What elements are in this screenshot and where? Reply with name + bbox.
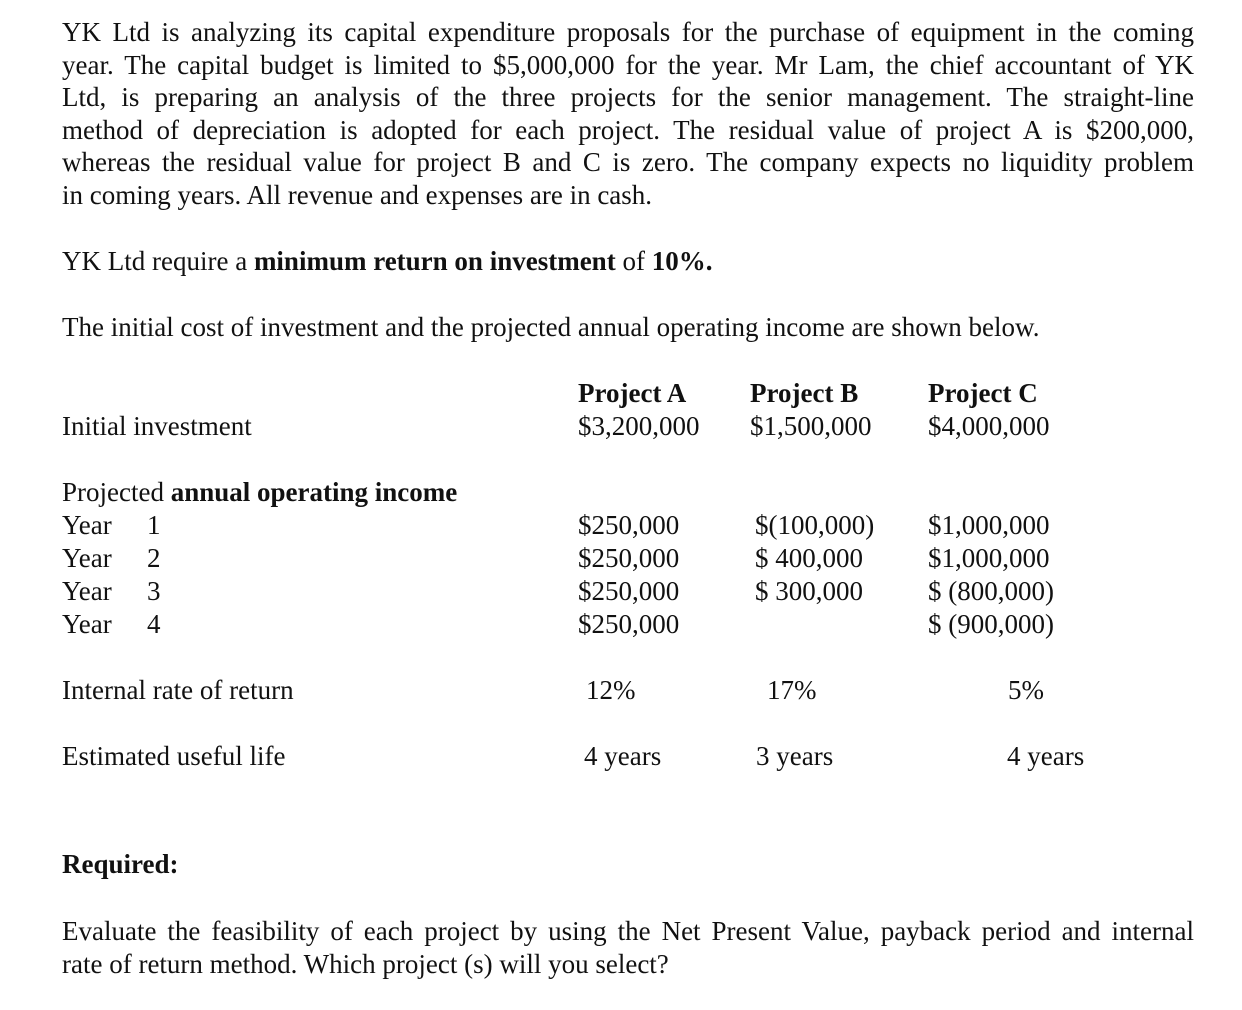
useful-life-a: 4 years — [584, 741, 662, 771]
initial-investment-label: Initial investment — [62, 411, 252, 441]
irr-c: 5% — [1008, 675, 1044, 705]
useful-life-c: 4 years — [1007, 741, 1085, 771]
year-label: Year — [62, 543, 112, 573]
irr-a: 12% — [586, 675, 636, 705]
required-line: rate of return method. Which project (s) will you select? — [62, 948, 669, 979]
intro-paragraph — [62, 16, 1194, 212]
header-project-b: Project B — [750, 378, 859, 408]
year-value-c: $1,000,000 — [928, 543, 1050, 573]
income-heading — [62, 476, 457, 509]
year-value-c: $ (800,000) — [928, 576, 1054, 606]
income-heading-prefix: Projected — [62, 477, 171, 507]
requirement-bold: minimum return on investment — [253, 246, 616, 276]
year-number: 3 — [147, 576, 161, 606]
year-number: 4 — [147, 609, 161, 639]
year-value-b: $(100,000) — [755, 510, 875, 540]
irr-b: 17% — [767, 675, 817, 705]
year-value-c: $1,000,000 — [928, 510, 1050, 540]
requirement-prefix: YK Ltd require a — [62, 246, 254, 276]
year-label: Year — [62, 510, 112, 540]
year-value-b: $ 400,000 — [755, 543, 863, 573]
year-number: 1 — [147, 510, 161, 540]
minimum-return-statement — [62, 245, 712, 278]
income-heading-bold: annual operating income — [170, 477, 458, 507]
year-label: Year — [62, 609, 112, 639]
initial-investment-c: $4,000,000 — [928, 411, 1050, 441]
year-label: Year — [62, 576, 112, 606]
requirement-middle: of — [615, 246, 652, 276]
intro-line: whereas the residual value for project B and C is zero. The company expects no liquidity problem — [62, 147, 1194, 178]
year-value-c: $ (900,000) — [928, 609, 1054, 639]
useful-life-b: 3 years — [756, 741, 834, 771]
irr-label: Internal rate of return — [62, 675, 294, 705]
intro-line: year. The capital budget is limited to $5,000,000 for the year. Mr Lam, the chief accountant of YK — [62, 49, 1194, 80]
year-value-b: $ 300,000 — [755, 576, 863, 606]
required-line: Evaluate the feasibility of each project by using the Net Present Value, payback period and internal — [62, 916, 1194, 946]
year-value-a: $250,000 — [578, 609, 680, 639]
year-number: 2 — [147, 543, 161, 573]
year-value-a: $250,000 — [578, 510, 680, 540]
table-intro: The initial cost of investment and the projected annual operating income are shown below. — [62, 312, 1040, 342]
required-paragraph — [62, 915, 1194, 980]
initial-investment-a: $3,200,000 — [578, 411, 700, 441]
intro-line: method of depreciation is adopted for each project. The residual value of project A is $200,000, — [62, 114, 1194, 145]
year-value-a: $250,000 — [578, 576, 680, 606]
year-value-a: $250,000 — [578, 543, 680, 573]
required-heading: Required: — [62, 849, 179, 879]
initial-investment-b: $1,500,000 — [750, 411, 872, 441]
intro-line: YK Ltd is analyzing its capital expenditure proposals for the purchase of equipment in the coming — [62, 17, 1194, 47]
header-project-a: Project A — [578, 378, 687, 408]
header-project-c: Project C — [928, 378, 1038, 408]
requirement-rate: 10%. — [651, 246, 713, 276]
intro-line: Ltd, is preparing an analysis of the three projects for the senior management. The straight-line — [62, 82, 1194, 113]
useful-life-label: Estimated useful life — [62, 741, 286, 771]
intro-line: in coming years. All revenue and expenses are in cash. — [62, 179, 653, 210]
